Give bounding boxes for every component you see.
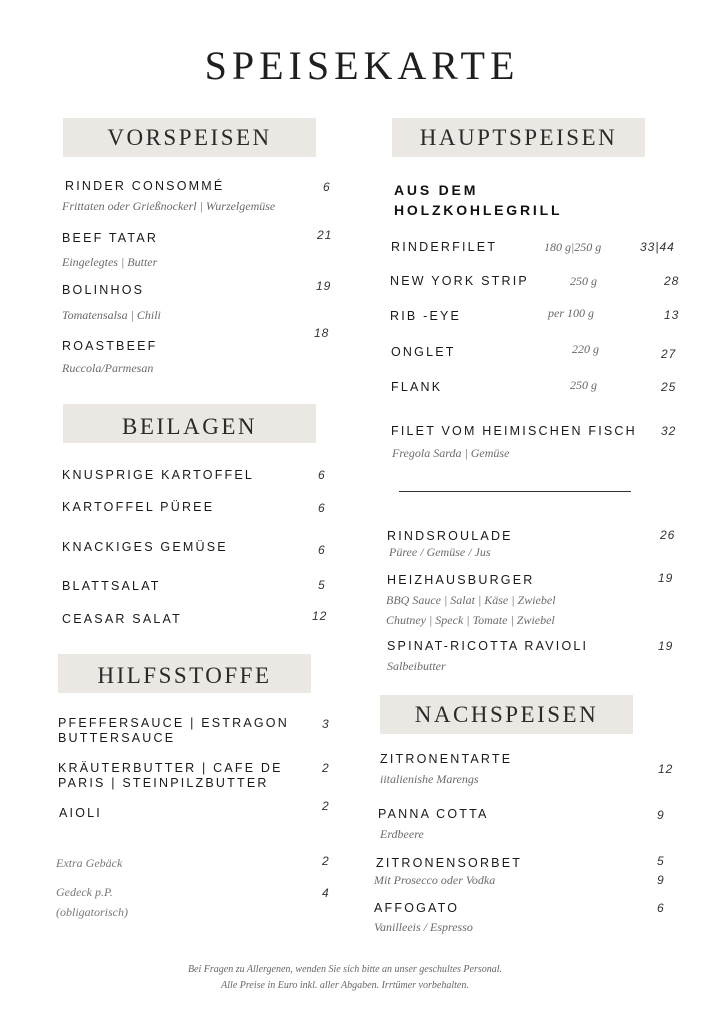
subsection-heading-grill: AUS DEM HOLZKOHLEGRILL (394, 182, 563, 218)
dish-price: 28 (664, 274, 680, 288)
dish-price: 6 (657, 901, 665, 915)
dish-name: HEIZHAUSBURGER (387, 573, 535, 587)
dish-price: 19 (658, 571, 674, 585)
extra-price: 2 (322, 854, 330, 868)
dish-name: PFEFFERSAUCE | ESTRAGON BUTTERSAUCE (58, 716, 289, 745)
extra-item: Extra Gebäck (56, 856, 123, 870)
dish-name: KNACKIGES GEMÜSE (62, 540, 228, 554)
dish-price: 2 (322, 761, 330, 775)
dish-name: RINDER CONSOMMÉ (65, 179, 225, 193)
dish-description: Mit Prosecco oder Vodka (374, 873, 496, 887)
dish-price: 3 (322, 717, 330, 731)
dish-name: RINDSROULADE (387, 529, 513, 543)
dish-price: 6 (318, 543, 326, 557)
dish-name: RINDERFILET (391, 240, 498, 254)
dish-name: KARTOFFEL PÜREE (62, 500, 215, 514)
dish-price: 26 (660, 528, 676, 542)
dish-name: FLANK (391, 380, 443, 394)
dish-name: ROASTBEEF (62, 339, 158, 353)
dish-price: 6 (318, 468, 326, 482)
dish-name: BOLINHOS (62, 283, 145, 297)
dish-price: 32 (661, 424, 677, 438)
dish-price: 12 (658, 762, 674, 776)
dish-name: ONGLET (391, 345, 456, 359)
dish-name: RIB -EYE (390, 309, 462, 323)
dish-description: iitalienishe Marengs (380, 772, 479, 786)
section-heading-nachspeisen: NACHSPEISEN (380, 695, 633, 734)
dish-price: 12 (312, 609, 328, 623)
dish-name: PANNA COTTA (378, 807, 489, 821)
dish-name: SPINAT-RICOTTA RAVIOLI (387, 639, 589, 653)
section-divider (399, 491, 631, 492)
dish-price: 27 (661, 347, 677, 361)
dish-name: ZITRONENTARTE (380, 752, 513, 766)
dish-portion: 250 g (570, 378, 597, 392)
section-heading-beilagen: BEILAGEN (63, 404, 316, 443)
dish-portion: 180 g|250 g (544, 240, 602, 254)
dish-description: BBQ Sauce | Salat | Käse | Zwiebel Chutney | Speck | Tomate | Zwiebel (386, 593, 556, 627)
dish-name: BEEF TATAR (62, 231, 159, 245)
dish-price: 25 (661, 380, 677, 394)
footer-price-note: Alle Preise in Euro inkl. aller Abgaben. Irrtümer vorbehalten. (221, 980, 469, 991)
dish-price: 19 (658, 639, 674, 653)
dish-price: 6 (323, 180, 331, 194)
dish-description: Vanilleeis / Espresso (374, 920, 473, 934)
dish-portion: 220 g (572, 342, 599, 356)
section-heading-hauptspeisen: HAUPTSPEISEN (392, 118, 645, 157)
dish-name: AFFOGATO (374, 901, 460, 915)
section-heading-hilfsstoffe: HILFSSTOFFE (58, 654, 311, 693)
dish-price: 13 (664, 308, 680, 322)
page-title: SPEISEKARTE (204, 43, 520, 88)
extra-price: 4 (322, 886, 330, 900)
dish-name: ZITRONENSORBET (376, 856, 523, 870)
dish-description: Fregola Sarda | Gemüse (392, 446, 510, 460)
dish-description: Tomatensalsa | Chili (62, 308, 161, 322)
dish-name: BLATTSALAT (62, 579, 161, 593)
dish-description: Frittaten oder Grießnockerl | Wurzelgemüse (62, 199, 276, 213)
dish-price: 33|44 (640, 240, 675, 254)
dish-price: 5 (657, 854, 665, 868)
footer-allergen-note: Bei Fragen zu Allergenen, wenden Sie sich bitte an unser geschultes Personal. (187, 964, 503, 975)
dish-price: 2 (322, 799, 330, 813)
dish-description: Eingelegtes | Butter (62, 255, 158, 269)
dish-description: Püree / Gemüse / Jus (389, 545, 491, 559)
dish-price: 19 (316, 279, 332, 293)
dish-price: 21 (317, 228, 333, 242)
extra-item: Gedeck p.P. (obligatorisch) (56, 885, 128, 919)
dish-name: KNUSPRIGE KARTOFFEL (62, 468, 255, 482)
dish-description: Salbeibutter (387, 659, 446, 673)
dish-price: 6 (318, 501, 326, 515)
dish-price: 5 (318, 578, 326, 592)
dish-name: AIOLI (59, 806, 102, 820)
dish-name: CEASAR SALAT (62, 612, 182, 626)
dish-price: 9 (657, 873, 665, 887)
dish-description: Erdbeere (380, 827, 424, 841)
dish-name: NEW YORK STRIP (390, 274, 529, 288)
dish-description: Ruccola/Parmesan (62, 361, 154, 375)
dish-name: FILET VOM HEIMISCHEN FISCH (391, 424, 637, 438)
dish-name: KRÄUTERBUTTER | CAFE DE PARIS | STEINPILZBUTTER (58, 761, 283, 790)
dish-portion: 250 g (570, 274, 597, 288)
dish-portion: per 100 g (548, 306, 594, 320)
dish-price: 18 (314, 326, 330, 340)
dish-price: 9 (657, 808, 665, 822)
section-heading-vorspeisen: VORSPEISEN (63, 118, 316, 157)
